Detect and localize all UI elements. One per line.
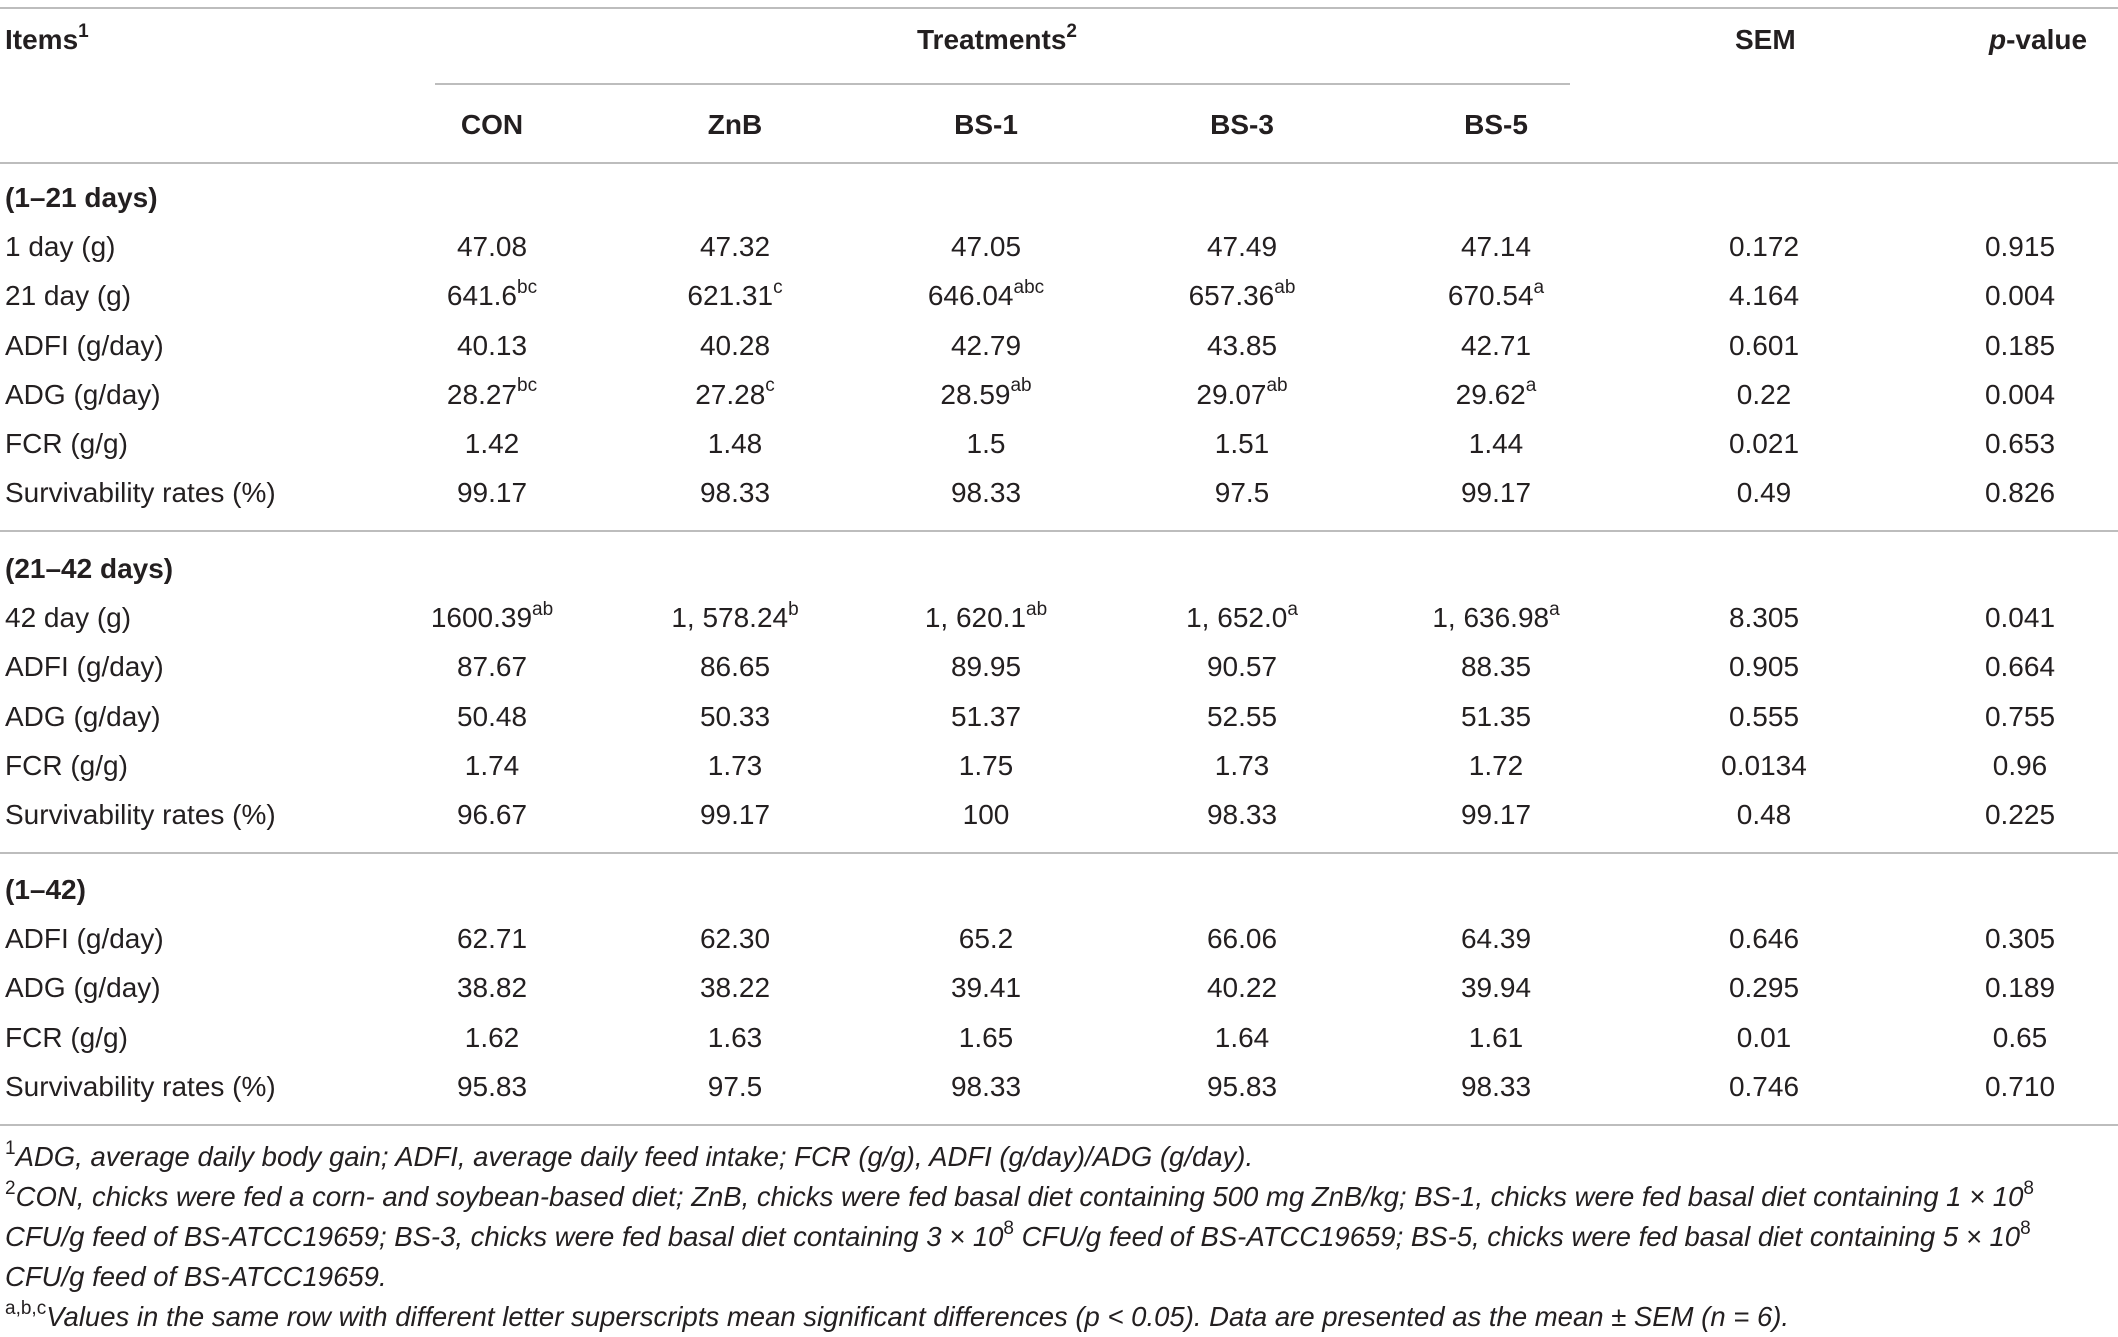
table-cell: 670.54$^a$ (1447, 277, 1545, 312)
row-label: Survivability rates (%) (5, 799, 276, 830)
p-value-header: p-value (1989, 24, 2088, 55)
footnote-3: $^{a,b,c}$Values in the same row with different letter superscripts mean significant differences (p < 0.05). Data are presented as the mean ± SEM (n = 6). (5, 1297, 1790, 1332)
table-cell: 95.83 (1206, 1070, 1278, 1102)
table-cell: 1600.39$^{ab}$ (430, 598, 554, 634)
table-cell: 86.65 (699, 651, 771, 683)
table-cell: 1.51 (1214, 428, 1270, 459)
table-cell: 40.28 (699, 329, 771, 361)
table-cell: 95.83 (456, 1070, 528, 1102)
sem-cell: 4.164 (1728, 280, 1800, 312)
table-cell: 1, 652.0$^a$ (1186, 598, 1298, 634)
table-cell: 50.48 (456, 700, 528, 732)
p-value-cell: 0.225 (1984, 799, 2056, 830)
table-cell: 28.59$^{ab}$ (940, 375, 1032, 410)
table-cell: 621.31$^c$ (687, 277, 783, 312)
row-label: Survivability rates (%) (5, 1070, 276, 1102)
p-value-cell: 0.004 (1984, 280, 2056, 312)
row-label: ADG (g/day) (5, 972, 161, 1004)
treatments-header: Treatments$^2$ (917, 20, 1077, 55)
table-cell: 1.63 (707, 1021, 763, 1053)
sem-cell: 0.555 (1728, 700, 1800, 732)
table-cell: 97.5 (1214, 477, 1270, 509)
table-cell: 99.17 (1460, 799, 1532, 830)
table-cell: 641.6$^{bc}$ (446, 277, 538, 312)
column-header-bs-5: BS-5 (1464, 109, 1528, 140)
row-label: FCR (g/g) (5, 749, 128, 781)
row-label: 42 day (g) (5, 602, 132, 634)
sem-cell: 0.601 (1728, 329, 1800, 361)
table-cell: 657.36$^{ab}$ (1188, 277, 1296, 312)
table-cell: 100 (962, 799, 1010, 830)
section-rule-3 (0, 852, 2118, 854)
row-label: ADG (g/day) (5, 378, 161, 410)
table-cell: 64.39 (1460, 923, 1532, 955)
table-cell: 1.48 (707, 428, 763, 459)
table-cell: 1.65 (958, 1021, 1014, 1053)
table-cell: 98.33 (699, 477, 771, 509)
table-cell: 52.55 (1206, 700, 1278, 732)
table-cell: 40.22 (1206, 972, 1278, 1004)
p-value-cell: 0.185 (1984, 329, 2056, 361)
table-cell: 1.73 (707, 749, 763, 781)
table-cell: 90.57 (1206, 651, 1278, 683)
column-header-znb: ZnB (707, 109, 763, 140)
table-cell: 28.27$^{bc}$ (446, 375, 538, 410)
table-cell: 66.06 (1206, 923, 1278, 955)
p-value-cell: 0.653 (1984, 428, 2056, 459)
table-cell: 47.14 (1460, 231, 1532, 263)
row-label: ADFI (g/day) (5, 329, 164, 361)
p-value-cell: 0.710 (1984, 1070, 2056, 1102)
p-value-cell: 0.826 (1984, 477, 2056, 509)
p-value-cell: 0.664 (1984, 651, 2056, 683)
table-cell: 98.33 (950, 477, 1022, 509)
column-header-bs-3: BS-3 (1210, 109, 1274, 140)
table-cell: 1.73 (1214, 749, 1270, 781)
table-cell: 1, 636.98$^a$ (1432, 598, 1560, 634)
p-value-cell: 0.041 (1984, 602, 2056, 634)
table-cell: 1.42 (464, 428, 520, 459)
table-cell: 62.30 (699, 923, 771, 955)
p-value-cell: 0.755 (1984, 700, 2056, 732)
items-header: Items$^1$ (5, 20, 89, 55)
table-cell: 50.33 (699, 700, 771, 732)
table-cell: 29.07$^{ab}$ (1196, 375, 1288, 410)
table-cell: 646.04$^{abc}$ (927, 277, 1045, 312)
section-rule-2 (0, 530, 2118, 532)
footnote-rule (0, 1124, 2118, 1126)
table-cell: 39.94 (1460, 972, 1532, 1004)
table-cell: 1.5 (966, 428, 1006, 459)
footnote-2-line-3: CFU/g feed of BS-ATCC19659. (5, 1261, 387, 1292)
table-cell: 47.08 (456, 231, 528, 263)
row-label: 1 day (g) (5, 231, 116, 263)
treatments-underline (435, 83, 1570, 85)
table-cell: 47.32 (699, 231, 771, 263)
footnote-2-line-2: CFU/g feed of BS-ATCC19659; BS-3, chicks were fed basal diet containing $3 \times 10^8$ CFU/g feed of BS-ATCC19659; BS-5, chicks were fed basal diet containing $5 \times 10^8$ (5, 1217, 2031, 1252)
column-header-con: CON (460, 109, 524, 140)
table-cell: 98.33 (950, 1070, 1022, 1102)
table-cell: 29.62$^a$ (1455, 375, 1537, 410)
table-cell: 42.79 (950, 329, 1022, 361)
p-value-cell: 0.915 (1984, 231, 2056, 263)
table-cell: 1.44 (1468, 428, 1524, 459)
sem-cell: 0.295 (1728, 972, 1800, 1004)
header-bottom-rule (0, 162, 2118, 164)
sem-cell: 0.646 (1728, 923, 1800, 955)
p-value-cell: 0.189 (1984, 972, 2056, 1004)
sem-cell: 0.172 (1728, 231, 1800, 263)
p-value-cell: 0.004 (1984, 378, 2056, 410)
table-cell: 1, 578.24$^b$ (671, 598, 799, 634)
table-cell: 1.75 (958, 749, 1014, 781)
row-label: ADFI (g/day) (5, 923, 164, 955)
column-header-bs-1: BS-1 (954, 109, 1018, 140)
section-title: (1–42) (5, 874, 86, 905)
table-cell: 47.49 (1206, 231, 1278, 263)
row-label: ADG (g/day) (5, 700, 161, 732)
table-cell: 51.35 (1460, 700, 1532, 732)
table-cell: 88.35 (1460, 651, 1532, 683)
table-cell: 43.85 (1206, 329, 1278, 361)
table-cell: 1.64 (1214, 1021, 1270, 1053)
table-cell: 96.67 (456, 799, 528, 830)
table-cell: 62.71 (456, 923, 528, 955)
table-cell: 40.13 (456, 329, 528, 361)
table-cell: 38.82 (456, 972, 528, 1004)
table-cell: 39.41 (950, 972, 1022, 1004)
table-cell: 1.61 (1468, 1021, 1524, 1053)
table-cell: 89.95 (950, 651, 1022, 683)
footnote-1: $^1$ADG, average daily body gain; ADFI, average daily feed intake; FCR (g/g), ADFI (g/day)/ADG (g/day). (5, 1137, 1254, 1172)
table-cell: 98.33 (1460, 1070, 1532, 1102)
table-cell: 42.71 (1460, 329, 1532, 361)
table-cell: 38.22 (699, 972, 771, 1004)
table-cell: 51.37 (950, 700, 1022, 732)
table-cell: 87.67 (456, 651, 528, 683)
table-cell: 99.17 (699, 799, 771, 830)
sem-cell: 0.01 (1736, 1021, 1792, 1053)
section-title: (21–42 days) (5, 553, 174, 584)
table-cell: 97.5 (707, 1070, 763, 1102)
sem-cell: 0.48 (1736, 799, 1792, 830)
top-rule (0, 7, 2118, 9)
table-cell: 1.74 (464, 749, 520, 781)
row-label: FCR (g/g) (5, 428, 128, 459)
p-value-cell: 0.65 (1992, 1021, 2048, 1053)
table-cell: 98.33 (1206, 799, 1278, 830)
table-cell: 99.17 (1460, 477, 1532, 509)
row-label: FCR (g/g) (5, 1021, 128, 1053)
sem-cell: 0.021 (1728, 428, 1800, 459)
sem-cell: 0.22 (1736, 378, 1792, 410)
sem-cell: 0.746 (1728, 1070, 1800, 1102)
sem-cell: 8.305 (1728, 602, 1800, 634)
sem-cell: 0.49 (1736, 477, 1792, 509)
row-label: 21 day (g) (5, 280, 132, 312)
table-cell: 27.28$^c$ (695, 375, 775, 410)
table-cell: 99.17 (456, 477, 528, 509)
sem-cell: 0.0134 (1721, 749, 1807, 781)
p-value-cell: 0.305 (1984, 923, 2056, 955)
sem-header: SEM (1735, 24, 1796, 55)
sem-cell: 0.905 (1728, 651, 1800, 683)
table-cell: 1.72 (1468, 749, 1524, 781)
table-cell: 47.05 (950, 231, 1022, 263)
row-label: Survivability rates (%) (5, 477, 276, 509)
table-cell: 65.2 (958, 923, 1014, 955)
p-value-cell: 0.96 (1992, 749, 2048, 781)
table-cell: 1, 620.1$^{ab}$ (924, 598, 1048, 634)
section-title: (1–21 days) (5, 182, 158, 213)
table-cell: 1.62 (464, 1021, 520, 1053)
row-label: ADFI (g/day) (5, 651, 164, 683)
footnote-2-line-1: $^2$CON, chicks were fed a corn- and soybean-based diet; ZnB, chicks were fed basal diet containing 500 mg ZnB/kg; BS-1, chicks were fed basal diet containing $1 \times 10^8$ (5, 1177, 2034, 1212)
